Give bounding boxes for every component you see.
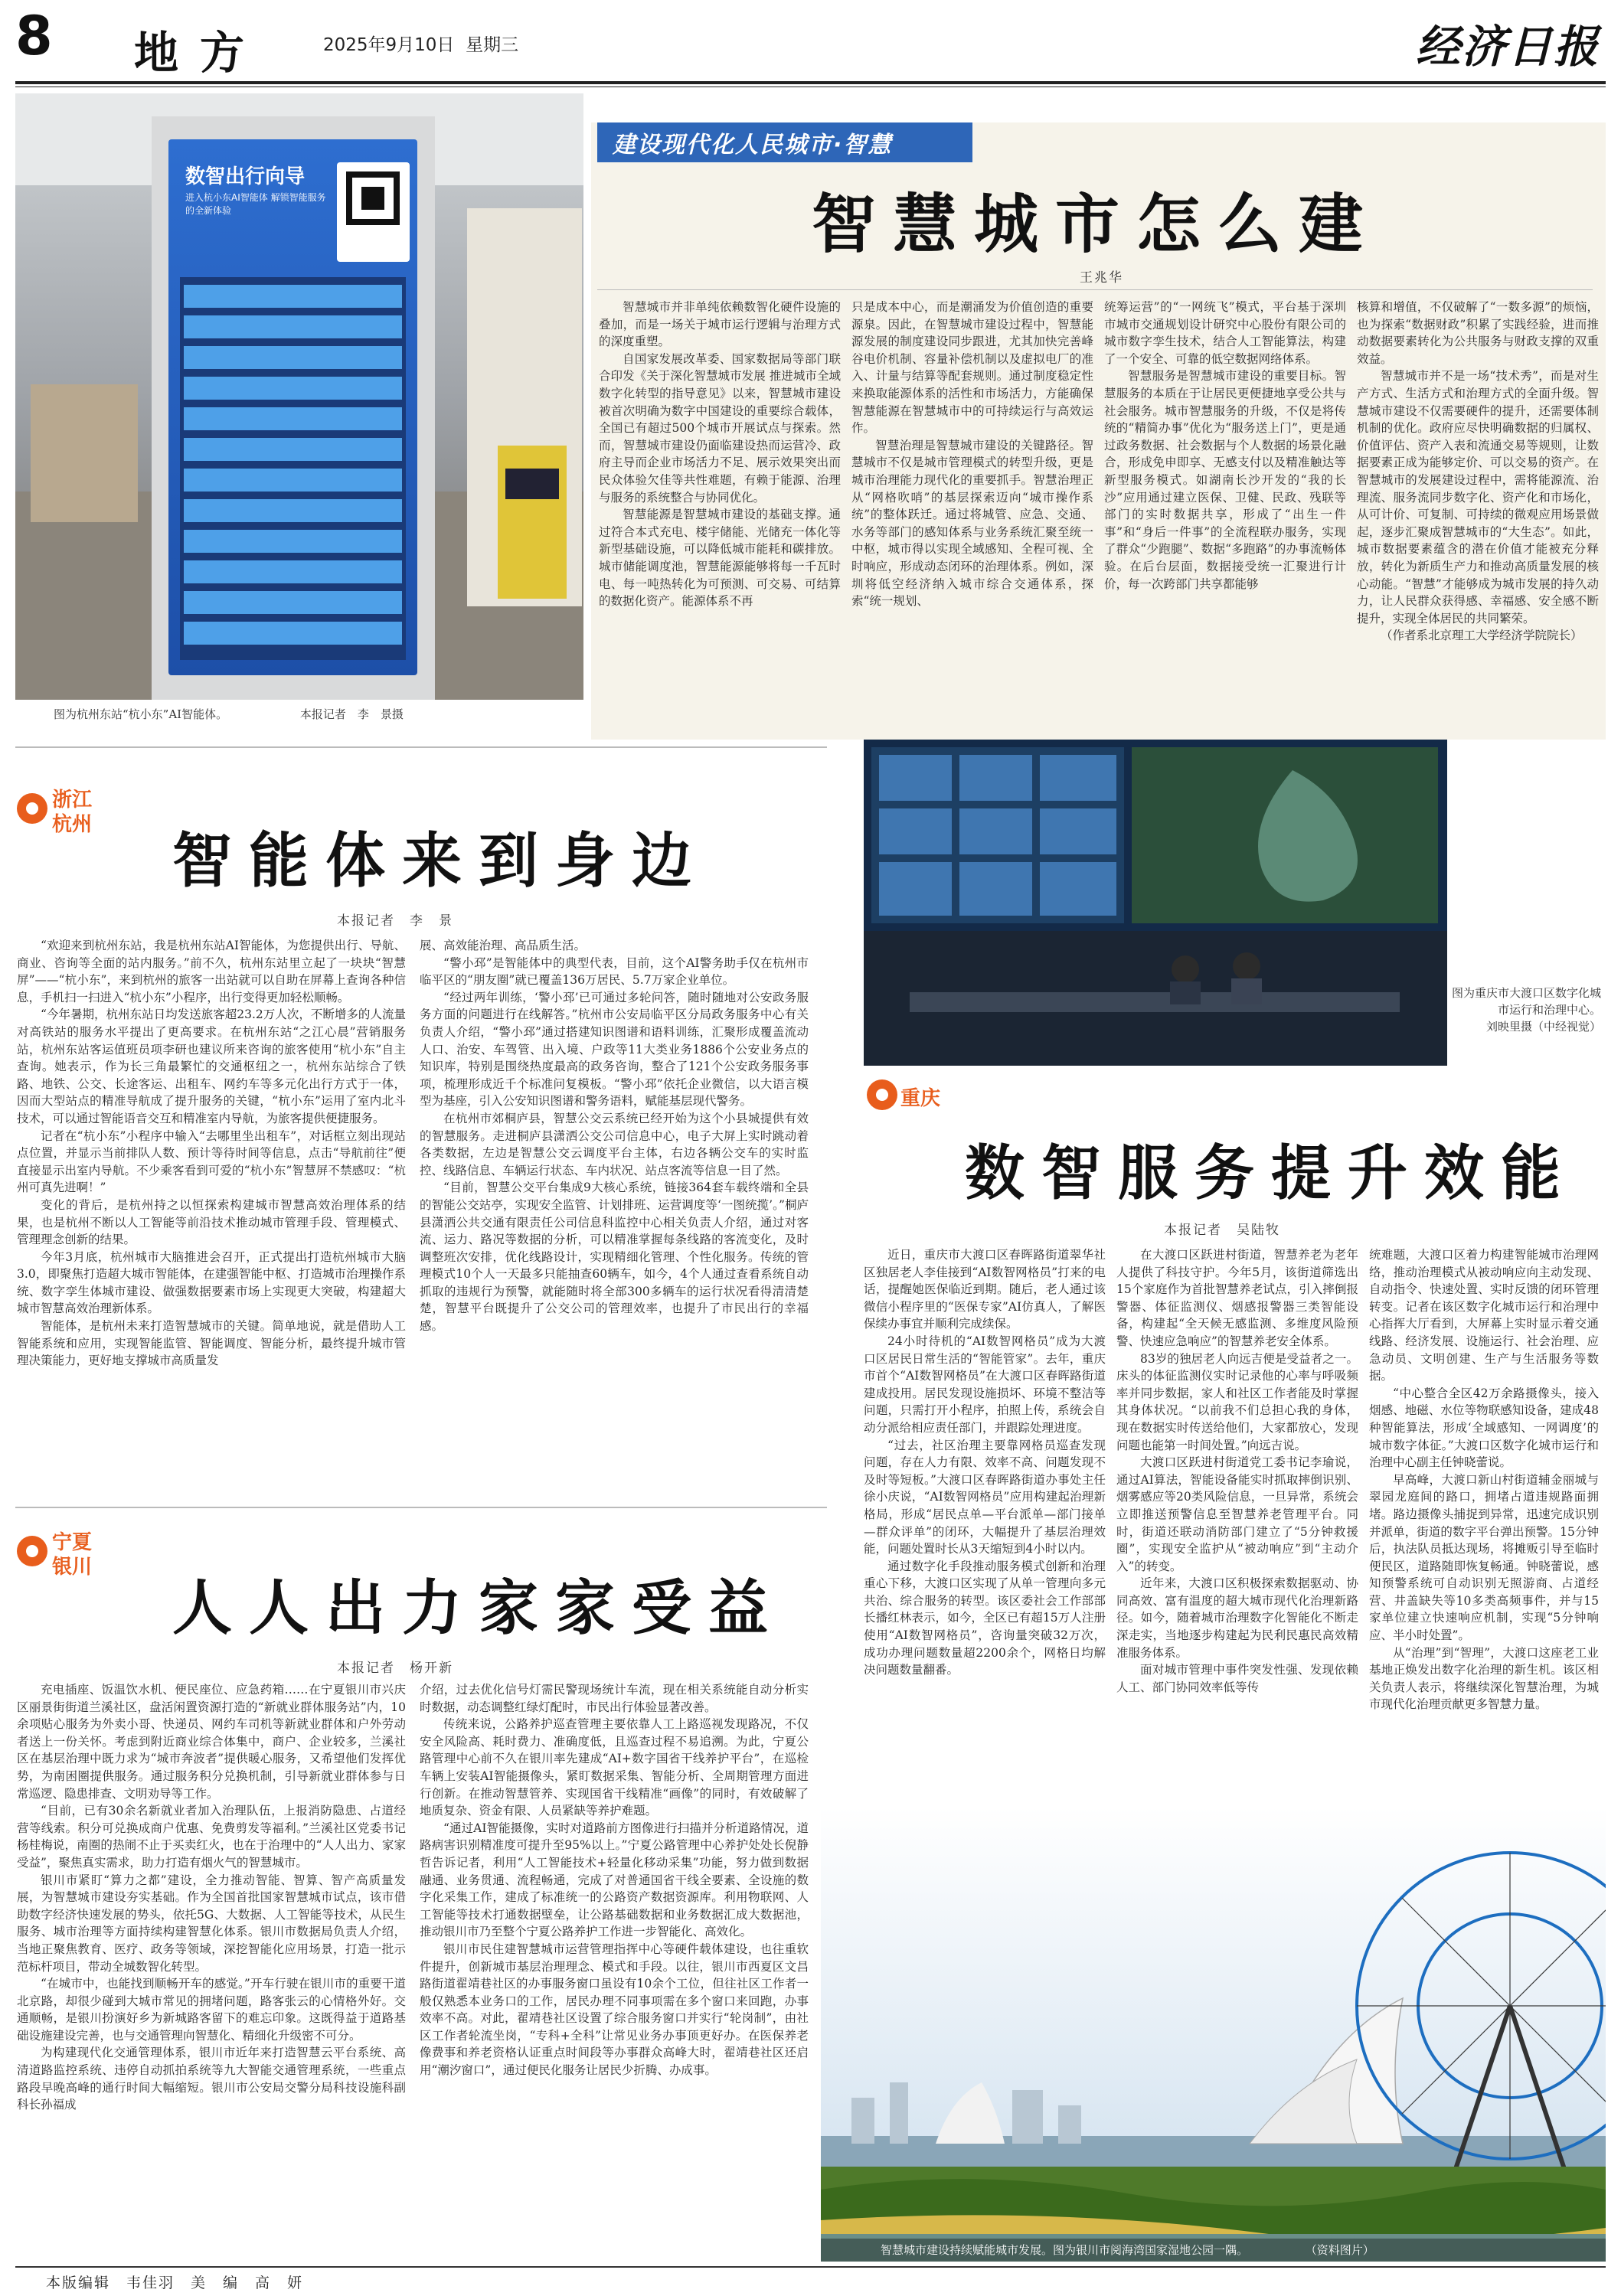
paragraph: 自国家发展改革委、国家数据局等部门联合印发《关于深化智慧城市发展 推进城市全域数字化转型的指导意见》以来，智慧城市建设被首次明确为数字中国建设的重要综合载体，全国已有超过500个城市开展试点与探索。然而，智慧城市建设仍面临建设热而运营冷、政府主导而企业市场活力不足、展示效果突出而民众体验欠佳等共性难题，有赖于能源、治理与服务的系统整合与协同优化。 [599, 351, 841, 505]
chongqing-title: 数智服务提升效能 [965, 1138, 1578, 1208]
pin-center [876, 1089, 888, 1101]
paragraph: 近年来，大渡口区积极探索数据驱动、协同高效、富有温度的超大城市现代化治理新路径。如今，随着城市治理数字化智能化不断走深走实，当地逐步构建起为民利民惠民高效精准服务体系。 [1116, 1576, 1358, 1660]
caption-credit: 刘映里摄（中经视觉） [1485, 1020, 1601, 1034]
footer-rule [15, 2266, 1606, 2268]
paragraph: 银川市紧盯“算力之都”建设，全力推动智能、智算、智产高质量发展，为智慧城市建设夯实基础。作为全国首批国家智慧城市试点，该市借助数字经济快速发展的势头，依托5G、大数据、人工智能等技术，从民生服务、城市治理等方面持续构建智慧化体系。银川市数据局负责人介绍，当地正聚焦教育、医疗、政务等领域，深挖智能化应用场景，打造一批示范标杆项目，带动全城数智化转型。 [17, 1873, 406, 1974]
chongqing-column-1 [864, 1246, 1106, 1798]
chongqing-column-2 [1116, 1246, 1358, 1798]
paragraph: 智慧治理是智慧城市建设的关键路径。智慧城市不仅是城市管理模式的转型升级，更是城市治理能力现代化的重要抓手。智慧治理正从“网格吹哨”的基层探索迈向“城市操作系统”的整体跃迁。通过将城管、应急、交通、水务等部门的感知体系与业务系统汇聚至统一中枢，城市得以实现全域感知、全程可视、全时响应，形成动态闭环的治理体系。例如，深圳将低空经济纳入城市综合交通体系，探索“统一规划、 [851, 438, 1093, 609]
publication-date [323, 31, 518, 56]
feature-author: 王兆华 [1080, 270, 1123, 286]
hangzhou-byline: 本报记者 李 景 [337, 913, 453, 929]
paragraph: “警小邳”是智能体中的典型代表，目前，这个AI警务助手仅在杭州市临平区的“朋友圈”就已覆盖136万居民、5.7万家企业单位。 [420, 955, 809, 988]
tag-city: 杭州 [52, 813, 93, 836]
yinchuan-title: 人人出力家家受益 [172, 1573, 786, 1643]
paragraph: “今年暑期，杭州东站日均发送旅客超23.2万人次，不断增多的人流量对高铁站的服务水平提出了更高要求。在杭州东站“之江心晨”营销服务站，杭州东站客运值班员项李研也建议所来咨询的旅客使用“杭小东”自主查询。她表示，作为长三角最繁忙的交通枢纽之一，杭州东站综合了铁路、地铁、公交、长途客运、出租车、网约车等多元化出行方式于一体，因而大型站点的精准导航成了提升服务的关键，“杭小东”运用了室内北斗技术，可以通过智能语音交互和精准室内导航，为旅客提供便捷服务。 [17, 1008, 406, 1125]
paragraph: 银川市民住建智慧城市运营管理指挥中心等硬件载体建设，也往重软件提升，创新城市基层治理理念、模式和手段。以往，银川市西夏区文昌路街道翟靖巷社区的办事服务窗口虽设有10余个工位，但往社区工作者一般仅熟悉本业务口的工作，居民办理不同事项需在多个窗口来回跑，办事效率不高。对此，翟靖巷社区设置了综合服务窗口并实行“轮岗制”，由社区工作者轮流坐岗，“专科+全科”让常见业务办事顶更好办。在医保养老像费事和养老资格认证重点时间段等办事群众高峰大时，翟靖巷社区还启用“潮汐窗口”，通过便民化服务让居民少折腾、办成事。 [420, 1942, 809, 2078]
caption-credit: 本报记者 李 景摄 [299, 707, 404, 721]
paragraph: 在大渡口区跃进村街道，智慧养老为老年人提供了科技守护。今年5月，该街道筛选出15个家庭作为首批智慧养老试点，引入摔倒报警器、体征监测仪、烟感报警器三类智能设备，构建起“全天候无感监测、多维度风险预警、快速应急响应”的智慧养老安全体系。 [1116, 1248, 1358, 1348]
location-pin-icon [17, 1536, 47, 1566]
feature-column-4 [1357, 299, 1599, 733]
paragraph: “过去，社区治理主要靠网格员巡查发现问题，存在人力有限、效率不高、问题发现不及时等短板。”大渡口区春晖路街道办事处主任徐小庆说，“AI数智网格员”应用构建起治理新格局，形成“居民点单—平台派单—部门接单—群众评单”的闭环，大幅提升了基层治理效能，问题处置时长从3天缩短到4小时以内。 [864, 1438, 1106, 1556]
section-name: 地方 [134, 27, 266, 79]
paragraph: （作者系北京理工大学经济学院院长） [1381, 629, 1583, 643]
paragraph: 记者在“杭小东”小程序中输入“去哪里坐出租车”，对话框立刻出现站点位置，并显示当前排队人数、预计等待时间等信息，点击“导航前往”便直接显示出室内导航。不少乘客看到可爱的“杭小东”智慧屏不禁感叹：“杭州可真先进啊！” [17, 1128, 406, 1195]
paragraph: 传统来说，公路养护巡查管理主要依靠人工上路巡视发现路况，不仅安全风险高、耗时费力、准确度低，且巡查过程不易追溯。为此，宁夏公路管理中心前不久在银川率先建成“AI+数字国省干线养护平台”，在巡检车辆上安装AI智能摄像头，紧盯数据采集、智能分析、全周期管理方面进行创新。在推动智慧管养、实现国省干线精准“画像”的同时，有效破解了地质复杂、资金有限、人员紧缺等养护难题。 [420, 1717, 809, 1818]
section-divider [15, 746, 827, 748]
location-tag-chongqing [867, 1075, 943, 1115]
paragraph: 为构建现代化交通管理体系，银川市近年来打造智慧云平台系统、高清道路监控系统、违停自动抓拍系统等九大智能交通管理系统，一些重点路段早晚高峰的通行时间大幅缩短。银川市公安局交警分局科技设施科副科长孙福成 [17, 2046, 406, 2112]
yinchuan-column-1 [17, 1681, 406, 2262]
location-tag-yinchuan [17, 1524, 113, 1583]
sign-heading: 数智出行向导 [185, 165, 306, 188]
location-tag-hangzhou [17, 781, 113, 841]
wetland-park-illustration [821, 1807, 1606, 2262]
paragraph: 智能体，是杭州未来打造智慧城市的关键。简单地说，就是借助人工智能系统和应用，实现智能监管、智能调度、智能分析，最终提升城市管理决策能力，更好地支撑城市高质量发 [17, 1319, 406, 1368]
tag-city: 银川 [52, 1556, 93, 1579]
feature-kicker-text: 建设现代化人民城市·智慧 [613, 132, 893, 158]
bottom-photo [821, 1807, 1606, 2262]
tag-province: 宁夏 [52, 1531, 93, 1554]
paragraph: 智慧城市并不是一场“技术秀”，而是对生产方式、生活方式和治理方式的全面升级。智慧城市建设不仅需要硬件的提升，还需要体制机制的优化。政府应尽快明确数据的归属权、价值评估、资产入表和流通交易等规则，让数据要素正成为能够定价、可以交易的资产。在智慧城市的发展建设过程中，需将能源流、治理流、服务流同步数字化、资产化和市场化，从可计价、可复制、可持续的微观应用场景做起，逐步汇聚成智慧城市的“大生态”。如此，城市数据要素蕴含的潜在价值才能被充分释放，转化为新质生产力和推动高质量发展的核心动能。“智慧”才能够成为城市发展的持久动力，让人民群众获得感、幸福感、安全感不断提升，实现全体居民的共同繁荣。 [1357, 369, 1599, 625]
caption-text: 智慧城市建设持续赋能城市发展。图为银川市阅海湾国家湿地公园一隅。 [881, 2243, 1249, 2257]
top-photo [15, 93, 583, 700]
paragraph: 展、高效能治理、高品质生活。 [420, 939, 587, 952]
tag-city: 重庆 [900, 1087, 941, 1110]
paragraph: 只是成本中心，而是潮涌发为价值创造的重要源泉。因此，在智慧城市建设过程中，智慧能源发展的制度建设同步跟进，尤其加快完善峰谷电价机制、容量补偿机制以及虚拟电厂的准入、计量与结算等配套规则。通过制度稳定性来换取能源体系的活性和市场活力，方能确保智慧能源在智慧城市中的可持续运行与高效运作。 [851, 300, 1093, 436]
paragraph: 核算和增值，不仅破解了“一数多源”的烦恼，也为探索“数据财政”积累了实践经验，进而推动数据要素转化为公共服务与财政支撑的双重效益。 [1357, 300, 1599, 366]
tag-province: 浙江 [52, 789, 93, 812]
paragraph: 今年3月底，杭州城市大脑推进会召开，正式提出打造杭州城市大脑3.0，即聚焦打造超大城市智能体，在建强智能中枢、打造城市治理操作系统、数字孪生体城市建设、做强数据要素市场上实现更大突破，构建超大城市智慧高效治理新体系。 [17, 1249, 406, 1316]
paragraph: 智慧城市并非单纯依赖数智化硬件设施的叠加，而是一场关于城市运行逻辑与治理方式的深度重塑。 [599, 300, 841, 349]
paragraph: 大渡口区跃进村街道党工委书记李瑜说，通过AI算法，智能设备能实时抓取摔倒识别、烟雾感应等20类风险信息，一旦异常，系统会立即推送预警信息至智慧养老管理平台。同时，街道还联动消防部门建立了“5分钟救援圈”，实现安全监护从“被动响应”到“主动介入”的转变。 [1116, 1455, 1358, 1573]
paragraph: “在城市中，也能找到顺畅开车的感觉。”开车行驶在银川市的重要干道北京路，却很少碰到大城市常见的拥堵问题，路客张云的心情格外好。交通顺畅，是银川扮演好乡为新城路客留下的难忘印象。这既得益于道路基础设施建设完善，也与交通管理向智慧化、精细化升级密不可分。 [17, 1977, 406, 2043]
caption-text: 图为杭州东站“杭小东”AI智能体。 [54, 707, 228, 721]
hangzhou-title: 智能体来到身边 [172, 826, 709, 896]
paragraph: 统难题，大渡口区着力构建智能城市治理网络，推动治理模式从被动响应向主动发现、自动指令、快速处置、实时反馈的闭环管理转变。记者在该区数字化城市运行和治理中心指挥大厅看到，大屏幕上实时显示着交通线路、经济发展、设施运行、社会治理、应急动员、文明创建、生产与生活服务等数据。 [1369, 1248, 1599, 1383]
paragraph: 变化的背后，是杭州持之以恒探索构建城市智慧高效治理体系的结果，也是杭州不断以人工智能等前沿技术推动城市管理手段、管理模式、管理理念创新的结果。 [17, 1197, 406, 1247]
paragraph: 智慧服务是智慧城市建设的重要目标。智慧服务的本质在于让居民更便捷地享受公共与社会服务。城市智慧服务的升级，不仅是将传统的“精简办事”优化为“服务送上门”，更是通过政务数据、社会数据与个人数据的场景化融合，形成免申即享、无感支付以及精准触达等新型服务模式。如湖南长沙开发的“我的长沙”应用通过建立医保、卫健、民政、残联等部门的实时数据共享，形成了“出生一件事”和“身后一件事”的全流程联办服务，实现了群众“少跑腿”、数据“多跑路”的办事流畅体验。在后台层面，数据接受统一汇聚进行计价，每一次跨部门共享都能够 [1104, 369, 1346, 591]
paragraph: 统筹运营”的“一网统飞”模式，平台基于深圳市城市交通规划设计研究中心股份有限公司的城市数字孪生技术，结合人工智能算法，构建了一个安全、可靠的低空数据网络体系。 [1104, 300, 1346, 366]
hangzhou-column-1 [17, 937, 406, 1500]
yinchuan-byline: 本报记者 杨开新 [337, 1661, 453, 1676]
feature-column-3 [1104, 299, 1346, 733]
caption-credit: （资料图片） [1305, 2243, 1374, 2257]
paragraph: “目前，智慧公交平台集成9大核心系统，链接364套车载终端和全县的智能公交站亭，实现安全监管、计划排班、运营调度等‘一图统揽’。”桐庐县潇洒公共交通有限责任公司信息科监控中心相关负责人介绍，通过对客流、运力、路况等数据的分析，可以精准掌握每条线路的客流变化，及时调整班次安排，优化线路设计，实现精细化管理、个性化服务。传统的管理模式10个人一天最多只能抽查60辆车，如今，4个人通过查看系统自动抓取的违规行为预警，就能随时将全部300多辆车的运行状况看得清清楚楚，智慧平台既提升了公交公司的管理效率，也提升了市民出行的幸福感。 [420, 1181, 809, 1334]
chongqing-photo [864, 740, 1447, 1066]
editor-credits: 本版编辑 韦佳羽 美 编 高 妍 [46, 2275, 304, 2291]
weekday: 星期三 [466, 35, 519, 55]
chongqing-column-3 [1369, 1246, 1599, 1798]
chongqing-byline: 本报记者 吴陆牧 [1164, 1223, 1280, 1238]
paragraph: 面对城市管理中事件突发性强、发现依赖人工、部门协同效率低等传 [1116, 1663, 1358, 1694]
top-photo-caption [54, 706, 404, 723]
paragraph: 通过数字化手段推动服务模式创新和治理重心下移，大渡口区实现了从单一管理向多元共治、综合服务的转型。该区委社会工作部部长播红林表示，如今，全区已有超15万人注册使用“AI数智网格员”，咨询量突破32万次，成功办理问题数量超2200余个，网格日均解决问题数量翻番。 [864, 1559, 1106, 1677]
paragraph: 24小时待机的“AI数智网格员”成为大渡口区居民日常生活的“智能管家”。去年，重庆市首个“AI数智网格员”在大渡口区春晖路街道建成投用。居民发现设施损坏、环境不整洁等问题，只需打开小程序，拍照上传，系统会自动分派给相应责任部门，并跟踪处理进度。 [864, 1334, 1106, 1435]
caption-text: 图为重庆市大渡口区数字化城市运行和治理中心。 [1451, 986, 1601, 1017]
paragraph: “目前，已有30余名新就业者加入治理队伍，上报消防隐患、占道经营等线索。积分可兑换成商户优惠、免费剪发等福利。”兰溪社区党委书记杨桂梅说，南圈的热闹不止于买卖红火，也在于治理中的“人人出力、家家受益”，聚焦真实需求，助力打造有烟火气的智慧城市。 [17, 1804, 406, 1870]
control-center-illustration [864, 740, 1447, 1066]
paragraph: 近日，重庆市大渡口区春晖路街道翠华社区独居老人李佳接到“AI数智网格员”打来的电话，提醒她医保临近到期。随后，老人通过该微信小程序里的“医保专家”AI仿真人，了解医保续办事宜并顺利完成续保。 [864, 1248, 1106, 1331]
date: 2025年9月10日 [323, 35, 455, 55]
paragraph: 从“治理”到“智理”，大渡口这座老工业基地正焕发出数字化治理的新生机。该区相关负责人表示，将继续深化智慧治理，为城市现代化治理贡献更多智慧力量。 [1369, 1645, 1599, 1712]
bottom-photo-caption [881, 2242, 1374, 2258]
hangzhou-column-2 [420, 937, 809, 1500]
sign-subheading: 进入杭小东AI智能体 解锁智能服务的全新体验 [185, 192, 326, 216]
feature-column-2 [851, 299, 1093, 733]
feature-rule [597, 289, 1593, 290]
paragraph: 早高峰，大渡口新山村街道辅金丽城与翠园龙庭间的路口，拥堵占道违规路面拥堵。路边摄像头捕捉到异常，迅速完成识别并派单，街道的数字平台弹出预警。15分钟后，执法队员抵达现场，将摊贩引导至临时便民区，道路随即恢复畅通。钟晓蕾说，感知预警系统可自动识别无照游商、占道经营、井盖缺失等10多类高频事件，并与15家单位建立快速响应机制，实现“5分钟响应、半小时处置”。 [1369, 1472, 1599, 1643]
paragraph: 在杭州市郊桐庐县，智慧公交云系统已经开始为这个小县城提供有效的智慧服务。走进桐庐县潇洒公交公司信息中心，电子大屏上实时跳动着各类数据，左边是智慧公交云调度平台主体，右边各辆公交车的实时监控、线路信息、车辆运行状态、车内状况、站点客流等信息一目了然。 [420, 1111, 809, 1177]
header-rule [15, 81, 1606, 84]
location-pin-icon [17, 793, 47, 824]
paragraph: “中心整合全区42万余路摄像头，接入烟感、地磁、水位等物联感知设备，建成48种智能算法，形成‘全域感知、一网调度’的城市数字体征。”大渡口区数字化城市运行和治理中心副主任钟晓蕾说。 [1369, 1386, 1599, 1470]
paragraph: 充电插座、饭温饮水机、便民座位、应急药箱……在宁夏银川市兴庆区丽景街街道兰溪社区，盘活闲置资源打造的“新就业群体服务站”内，10余项贴心服务为外卖小哥、快递员、网约车司机等新就业群体和户外劳动者送上一份关怀。考虑到附近商业综合体集中，商户、企业较多，兰溪社区在基层治理中既力求为“城市奔波者”提供暖心服务，又希望他们发挥优势，为南困圈提供服务。通过服务积分兑换机制，引导新就业群体参与日常巡逻、隐患排查、文明劝导等工作。 [17, 1683, 406, 1801]
paragraph: 介绍，过去优化信号灯需民警现场统计车流，现在相关系统能自动分析实时数据，动态调整红绿灯配时，市民出行体验显著改善。 [420, 1683, 809, 1714]
paragraph: “经过两年训练，‘警小邳’已可通过多轮问答，随时随地对公安政务服务方面的问题进行在线解答。”杭州市公安局临平区分局政务服务中心有关负责人介绍，“警小邳”通过搭建知识图谱和语料训练，汇聚形成覆盖流动人口、治安、车驾管、出入境、户政等11大类业务1886个公安业务点的知识库，特别是围绕热度最高的政务咨询，整合了121个公安政务服务事项，梳理形成近千个标准问复模板。“警小邳”依托企业微信，以大语言模型为基座，引入公安知识图谱和警务语料，赋能基层现代警务。 [420, 990, 809, 1109]
paragraph: “欢迎来到杭州东站，我是杭州东站AI智能体，为您提供出行、导航、商业、咨询等全面的站内服务。”前不久，杭州东站里立起了一块块“智慧屏”——“杭小东”，来到杭州的旅客一出站就可以自助在屏幕上查询各种信息，手机扫一扫进入“杭小东”小程序，出行变得更加轻松顺畅。 [17, 939, 406, 1004]
chongqing-photo-caption [1451, 985, 1601, 1035]
section-divider [15, 1507, 827, 1508]
feature-title: 智慧城市怎么建 [812, 186, 1381, 262]
feature-column-1 [599, 299, 841, 733]
yinchuan-column-2 [420, 1681, 809, 2217]
paragraph: 83岁的独居老人向远吉便是受益者之一。床头的体征监测仪实时记录他的心率与呼吸频率并同步数据，家人和社区工作者能及时掌握其身体状况。“以前我不们总担心我的身体，现在数据实时传送给他们，大家都放心，发现问题也能第一时间处置。”向远吉说。 [1116, 1351, 1358, 1452]
paragraph: 智慧能源是智慧城市建设的基础支撑。通过符合本式充电、楼宇储能、光储充一体化等新型基础设施，可以降低城市能耗和碳排放。城市储能调度池，智慧能源能够将每一千瓦时电、每一吨热转化为可预测、可交易、可结算的数据化资产。能源体系不再 [599, 508, 841, 609]
paragraph: “通过AI智能摄像，实时对道路前方图像进行扫描并分析道路情况，道路病害识别精准度可提升至95%以上。”宁夏公路管理中心养护处处长倪静哲告诉记者，利用“人工智能技术+轻量化移动采集”功能，努力做到数据融通、业务贯通、流程畅通，完成了对普通国省干线全要素、全设施的数字化采集工作，建成了标准统一的公路资产数据资源库。利用物联网、人工智能等技术打通数据壁垒，让公路基础数据和业务数据汇成大数据池，推动银川市乃至整个宁夏公路养护工作进一步智能化、高效化。 [420, 1821, 809, 1939]
masthead-logo: 经济日报 [1415, 21, 1600, 73]
page-number: 8 [15, 5, 51, 67]
